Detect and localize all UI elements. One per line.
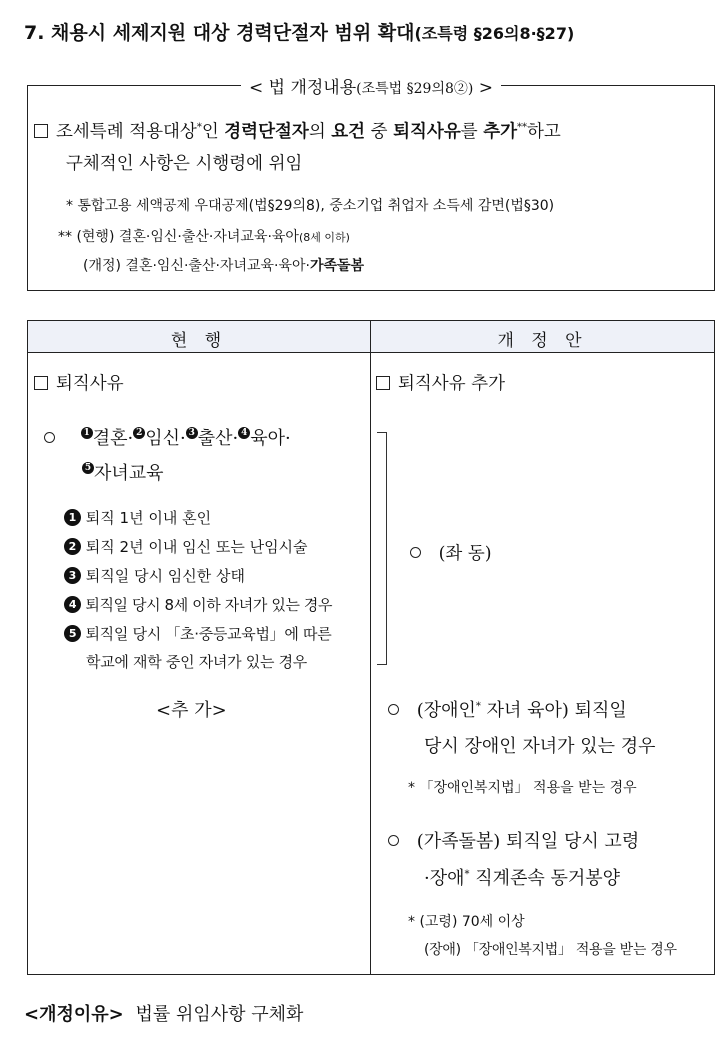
number-4-icon: 4: [64, 596, 81, 613]
new-disabled-child-line1: (장애인* 자녀 육아) 퇴직일: [388, 696, 627, 722]
title-text: 7. 채용시 세제지원 대상 경력단절자 범위 확대: [24, 22, 415, 44]
section-title: [24, 18, 574, 45]
circle-bullet-icon: [410, 547, 421, 558]
circle-bullet-icon: [44, 432, 55, 443]
number-3-icon: 3: [186, 427, 198, 439]
number-2-icon: 2: [64, 538, 81, 555]
number-4-icon: 4: [238, 427, 250, 439]
amendment-legend: < 법 개정내용(조특법 §29의8②) >: [0, 73, 724, 98]
header-current: 현 행: [170, 331, 228, 351]
number-2-icon: 2: [133, 427, 145, 439]
number-1-icon: 1: [64, 509, 81, 526]
reason-text: 법률 위임사항 구체화: [135, 1004, 304, 1025]
current-item-3: 3 퇴직일 당시 임신한 상태: [64, 565, 245, 586]
checkbox-square-icon: [34, 124, 48, 138]
current-item-1: 1 퇴직 1년 이내 혼인: [64, 507, 211, 528]
current-item-4: 4 퇴직일 당시 8세 이하 자녀가 있는 경우: [64, 594, 332, 615]
amend-note2: ** (현행) 결혼·임신·출산·자녀교육·육아(8세 이하): [58, 229, 350, 245]
current-item-5-cont: 학교에 재학 중인 자녀가 있는 경우: [86, 653, 308, 671]
current-reasons-line1: 1 결혼· 2 임신· 3 출산· 4 육아·: [44, 424, 291, 450]
new-family-care-note1: * (고령) 70세 이상: [408, 914, 525, 930]
reason-label: <개정이유>: [24, 1004, 124, 1025]
circle-bullet-icon: [388, 835, 399, 846]
circle-bullet-icon: [388, 704, 399, 715]
current-add-placeholder: <추 가>: [156, 700, 227, 721]
table-column-divider: [370, 321, 371, 974]
checkbox-square-icon: [34, 376, 48, 390]
title-ref: (조특령 §26의8·§27): [414, 24, 575, 43]
amend-para-line1: 조세특례 적용대상*인 경력단절자의 요건 중 퇴직사유를 추가**하고: [34, 118, 561, 143]
number-5-icon: 5: [82, 462, 94, 474]
number-1-icon: 1: [81, 427, 93, 439]
new-same: (좌 동): [410, 540, 492, 565]
current-reasons-line2: 5 자녀교육: [82, 459, 164, 485]
checkbox-square-icon: [376, 376, 390, 390]
amend-note3: (개정) 결혼·임신·출산·자녀교육·육아·가족돌봄: [83, 258, 365, 274]
new-heading: 퇴직사유 추가: [376, 370, 505, 395]
header-new: 개 정 안: [497, 331, 588, 351]
amend-note1: * 통합고용 세액공제 우대공제(법§29의8), 중소기업 취업자 소득세 감면(법§30): [66, 198, 555, 214]
same-bracket: [377, 432, 387, 665]
amendment-reason: [24, 1000, 303, 1026]
new-disabled-child-line2: 당시 장애인 자녀가 있는 경우: [424, 736, 656, 757]
number-3-icon: 3: [64, 567, 81, 584]
current-item-2: 2 퇴직 2년 이내 임신 또는 난임시술: [64, 536, 308, 557]
new-family-care-note2: (장애) 「장애인복지법」 적용을 받는 경우: [424, 942, 677, 958]
current-heading: 퇴직사유: [34, 370, 124, 395]
amend-para-line2: 구체적인 사항은 시행령에 위임: [66, 154, 303, 174]
new-family-care-line1: (가족돌봄) 퇴직일 당시 고령: [388, 827, 639, 853]
number-5-icon: 5: [64, 625, 81, 642]
new-family-care-line2: ·장애* 직계존속 동거봉양: [424, 868, 621, 889]
current-item-5: 5 퇴직일 당시 「초·중등교육법」에 따른: [64, 623, 331, 644]
new-disabled-child-note: * 「장애인복지법」 적용을 받는 경우: [408, 780, 637, 796]
